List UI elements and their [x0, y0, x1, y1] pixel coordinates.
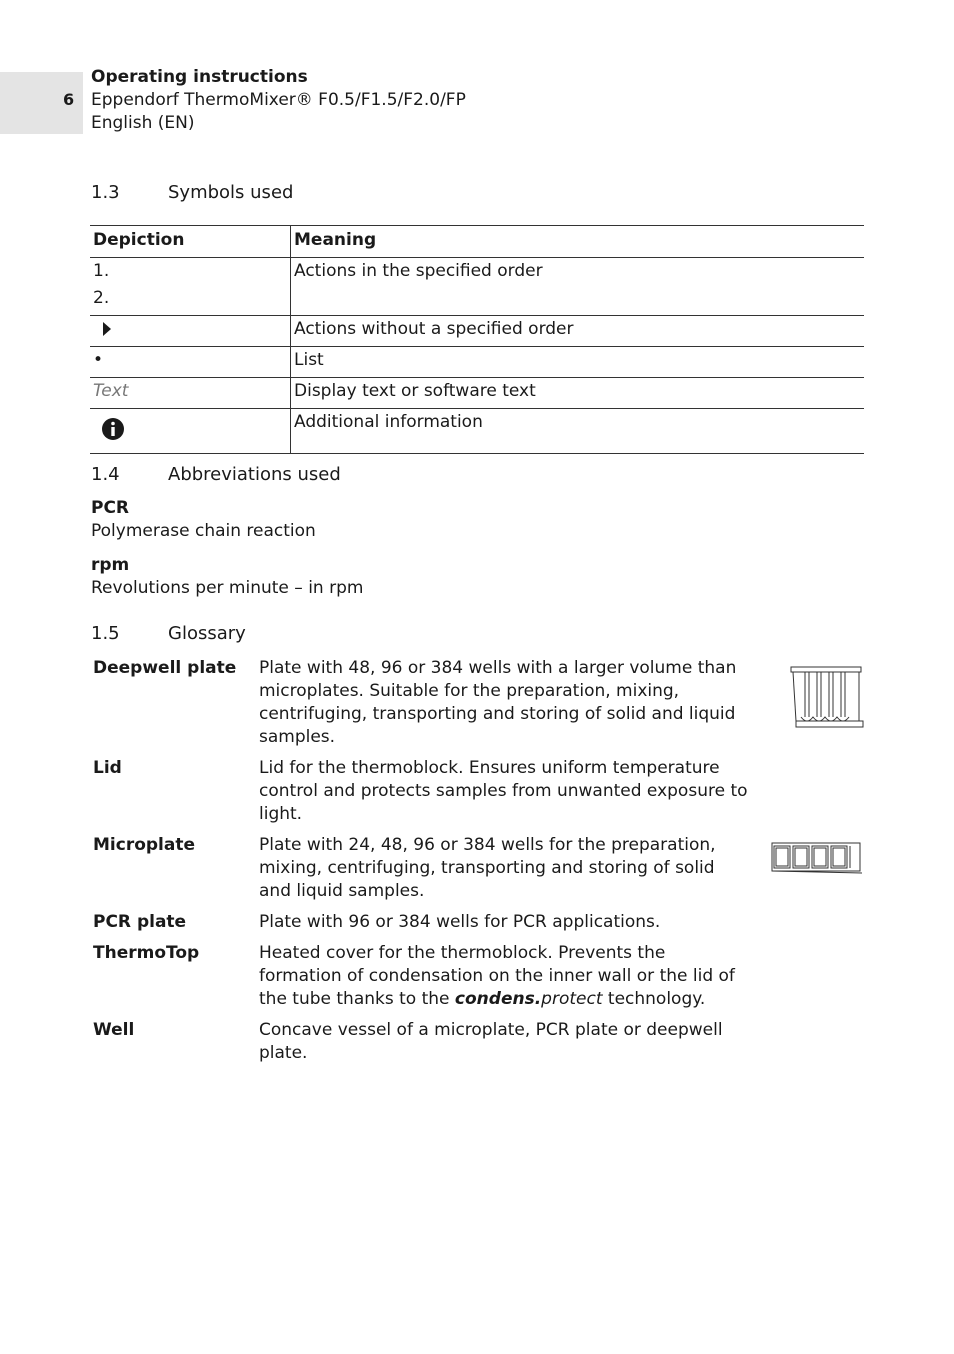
section-title: Glossary [168, 623, 246, 644]
info-icon [101, 417, 125, 441]
section-heading-symbols [91, 182, 293, 203]
glossary-definition: Heated cover for the thermoblock. Prevents the formation of condensation on the inner wall or the lid of the tube thanks to the condens.protect technology. [259, 943, 735, 1009]
page-number: 6 [63, 90, 75, 109]
section-number: 1.4 [91, 464, 120, 485]
section-number: 1.3 [91, 182, 120, 203]
table-row [90, 409, 864, 454]
section-number: 1.5 [91, 623, 120, 644]
meaning-cell: Display text or software text [291, 378, 865, 409]
glossary-entry [91, 911, 751, 934]
section-title: Abbreviations used [168, 464, 341, 485]
page-header [91, 66, 466, 135]
step-number: 2. [93, 288, 110, 308]
abbreviation-definition: Revolutions per minute – in rpm [91, 578, 364, 598]
document-title: Operating instructions [91, 67, 308, 87]
glossary-definition: Plate with 24, 48, 96 or 384 wells for the preparation, mixing, centrifuging, transporting and storing of solid and liquid samples. [259, 835, 716, 901]
section-heading-abbreviations [91, 464, 341, 485]
glossary-definition: Concave vessel of a microplate, PCR plate or deepwell plate. [259, 1020, 723, 1063]
glossary-entry [91, 1019, 751, 1065]
brand-name-italic: protect [541, 989, 603, 1009]
glossary-definition: Plate with 48, 96 or 384 wells with a larger volume than microplates. Suitable for the preparation, mixing, centrifuging, transporting and storing of solid and liquid samples. [259, 658, 737, 747]
section-title: Symbols used [168, 182, 294, 203]
brand-name-bold: condens. [454, 989, 542, 1009]
abbreviation-definition: Polymerase chain reaction [91, 521, 316, 541]
deepwell-plate-icon [788, 665, 864, 731]
glossary-entry [91, 757, 751, 826]
table-row [90, 258, 864, 316]
meaning-cell: Additional information [291, 409, 865, 454]
meaning-cell: Actions without a specified order [291, 316, 865, 347]
glossary-term: PCR plate [93, 912, 187, 932]
glossary-definition: Lid for the thermoblock. Ensures uniform temperature control and protects samples from unwanted exposure to light. [259, 758, 748, 824]
glossary-term: Microplate [93, 835, 196, 855]
column-header-meaning: Meaning [291, 226, 865, 258]
bullet-symbol: • [90, 347, 291, 378]
glossary-term: Lid [93, 758, 122, 778]
glossary-definition: Plate with 96 or 384 wells for PCR applications. [259, 912, 661, 932]
column-header-depiction: Depiction [90, 226, 291, 258]
glossary-entry [91, 834, 751, 903]
symbols-table [90, 225, 864, 454]
meaning-cell: List [291, 347, 865, 378]
glossary-term: Well [93, 1020, 135, 1040]
glossary-term: ThermoTop [93, 943, 200, 963]
glossary-term: Deepwell plate [93, 658, 237, 678]
abbreviation-entry [91, 497, 316, 543]
glossary-entry [91, 657, 751, 749]
abbreviation-term: PCR [91, 498, 130, 518]
language: English (EN) [91, 113, 195, 133]
abbreviation-term: rpm [91, 555, 130, 575]
meaning-cell: Actions in the specified order [291, 258, 865, 316]
abbreviation-entry [91, 554, 363, 600]
glossary-entry [91, 942, 751, 1011]
product-name: Eppendorf ThermoMixer® F0.5/F1.5/F2.0/FP [91, 90, 466, 110]
section-heading-glossary [91, 623, 246, 644]
table-header-row [90, 226, 864, 258]
display-text-sample: Text [90, 378, 291, 409]
table-row [90, 347, 864, 378]
table-row [90, 378, 864, 409]
microplate-icon [770, 840, 864, 876]
triangle-right-icon [101, 320, 115, 338]
glossary-list [91, 657, 751, 1073]
step-number: 1. [93, 261, 110, 281]
table-row [90, 316, 864, 347]
